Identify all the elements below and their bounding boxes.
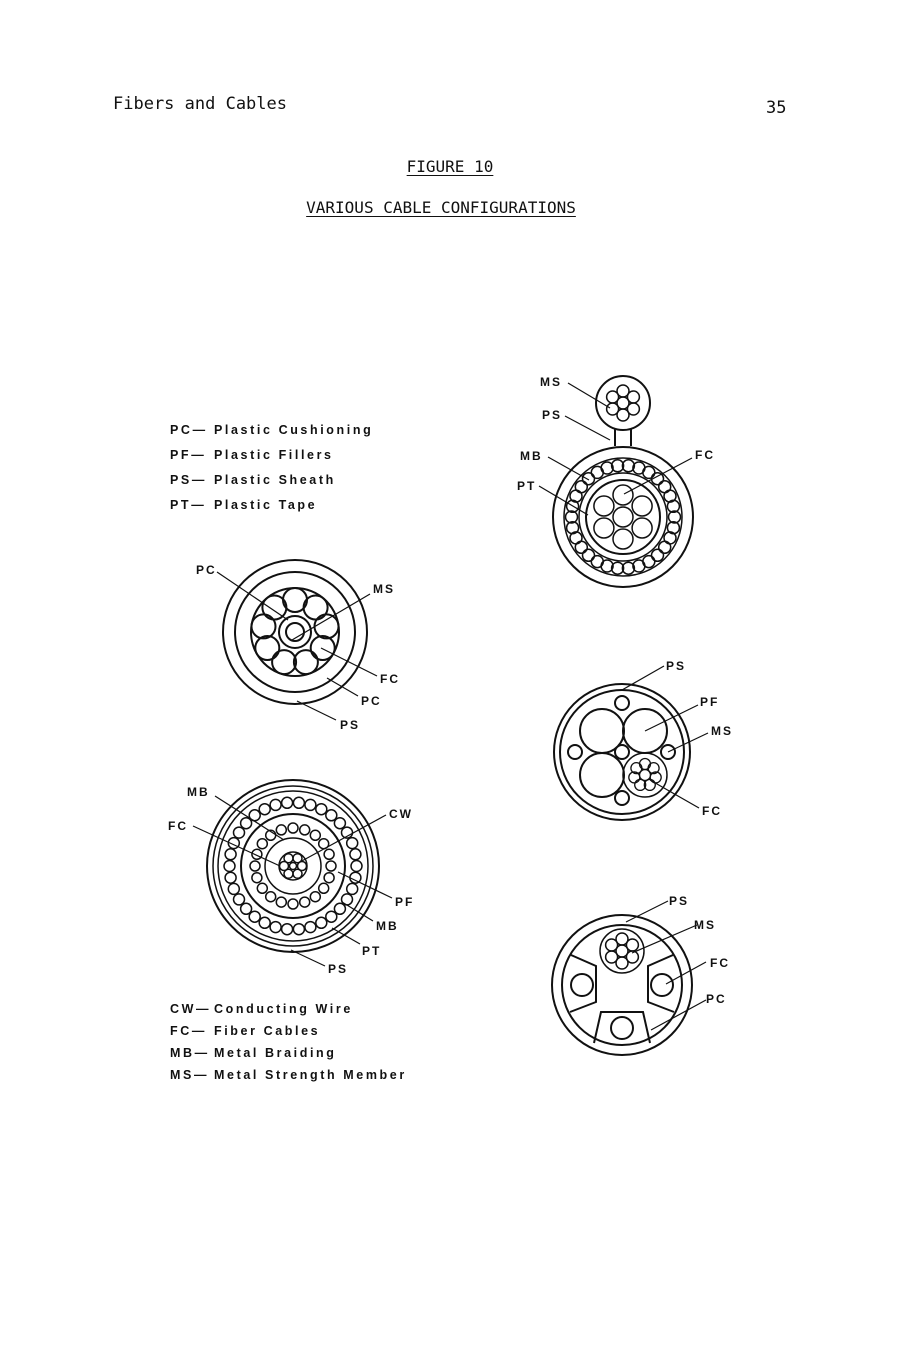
label-ps: PS [666,659,687,673]
leader-line [666,962,706,984]
cable-diagram-5 [552,894,730,1055]
label-pc: PC [361,694,382,708]
label-cw: CW [389,807,413,821]
fiber-cable [324,849,334,859]
braid-strand [225,872,236,883]
leader-line [645,705,698,731]
leader-line [297,701,336,720]
fiber-cable [611,1017,633,1039]
legend-code: FC— [170,1024,207,1038]
fiber-cable [255,636,279,660]
fiber-cable [310,892,320,902]
fiber-cable [613,485,633,505]
braid-strand [234,894,245,905]
strength-member-sheath [596,376,650,430]
label-pt: PT [517,479,537,493]
tape-ring [586,480,660,554]
fiber-cable [266,892,276,902]
braid-inner-ring [579,473,667,561]
fiber-cables [629,759,661,791]
fiber-cable [640,759,651,770]
braid-strand [350,849,361,860]
fiber-cables [594,485,652,549]
braid-strand [351,861,362,872]
label-pf: PF [395,895,415,909]
braid-strand [347,838,358,849]
fiber-cable [294,650,318,674]
braid-strand [350,872,361,883]
figure-title-text: VARIOUS CABLE CONFIGURATIONS [306,198,576,217]
metal-braiding [224,797,362,934]
cable-diagram-2 [168,780,414,976]
legend-code: MS— [170,1068,210,1082]
braid-strand [259,917,270,928]
small-filler [615,696,629,710]
braid-strand [583,549,595,561]
figure-number-text: FIGURE 10 [406,157,494,176]
label-ps: PS [669,894,690,908]
legend-text: Conducting Wire [214,1002,353,1016]
braid-strand [234,827,245,838]
label-mb: MB [187,785,210,799]
fiber-cable [326,861,336,871]
leader-line [565,416,610,440]
label-fc: FC [695,448,715,462]
fiber-cable [304,596,328,620]
outer-sheath-ring [223,560,367,704]
legend-code: PT— [170,498,207,512]
braid-strand [591,556,603,568]
small-filler [615,791,629,805]
label-ps: PS [542,408,563,422]
braid-strand [293,797,304,808]
label-ms: MS [711,724,733,738]
fiber-cables [250,823,336,909]
braid-strand [583,473,595,485]
leader-line [291,950,325,966]
conducting-wire [293,869,302,878]
label-fc: FC [702,804,722,818]
conducting-wire [284,854,293,863]
label-ms: MS [540,375,562,389]
fiber-cable [632,496,652,516]
fiber-cable [594,518,614,538]
plastic-filler [580,753,624,797]
cable-diagram-3 [517,375,715,587]
fiber-cable [311,636,335,660]
label-pc: PC [706,992,727,1006]
cable-diagram-4 [554,659,733,820]
braid-strand [347,883,358,894]
braid-strand [224,861,235,872]
fiber-cable [276,897,286,907]
small-filler [615,745,629,759]
fiber-cable [571,974,593,996]
cable-diagram-1 [196,560,400,732]
fiber-cable [252,873,262,883]
inner-sheath-ring [562,925,682,1045]
conducting-wires [280,854,307,879]
fiber-cable [288,899,298,909]
metal-strength-member [607,385,640,421]
legend-code: PC— [170,423,208,437]
legend-text: Plastic Cushioning [214,423,374,437]
legend-text: Metal Strength Member [214,1068,407,1082]
fiber-cable [257,839,267,849]
label-ps: PS [340,718,361,732]
braid-strand [228,883,239,894]
outer-sheath-ring [207,780,379,952]
braid-strand [259,804,270,815]
braid-strand [225,849,236,860]
braid-strand [293,924,304,935]
page-number: 35 [766,98,787,118]
leader-line [568,383,610,408]
legend-text: Plastic Sheath [214,473,336,487]
conducting-wire [290,863,297,870]
legend-code: MB— [170,1046,210,1060]
fiber-cable [252,614,276,638]
braid-strand [270,799,281,810]
fiber-cable [250,861,260,871]
braid-strand [305,799,316,810]
label-mb: MB [520,449,543,463]
braid-strand [316,804,327,815]
strength-strand [617,397,629,409]
legend-code: PF— [170,448,207,462]
fiber-cable [651,974,673,996]
fiber-cable [613,529,633,549]
sheath-web [615,429,631,446]
label-pf: PF [700,695,720,709]
fiber-cable [272,650,296,674]
label-ms: MS [373,582,395,596]
small-filler [568,745,582,759]
braid-strand [659,541,671,553]
legend-text: Plastic Tape [214,498,318,512]
braid-strand [282,797,293,808]
running-head: Fibers and Cables [113,94,287,114]
label-fc: FC [710,956,730,970]
fiber-cable [315,614,339,638]
fiber-cable [324,873,334,883]
fiber-cable [300,897,310,907]
fiber-cable [640,770,651,781]
fiber-cable [319,883,329,893]
label-fc: FC [380,672,400,686]
braid-strand [241,903,252,914]
fiber-cable [257,883,267,893]
label-ps: PS [328,962,349,976]
leader-line [332,928,360,944]
label-fc: FC [168,819,188,833]
label-pc: PC [196,563,217,577]
braid-strand [334,818,345,829]
braid-strand [575,481,587,493]
leader-line [292,594,370,640]
label-ms: MS [694,918,716,932]
braid-strand [316,917,327,928]
strength-strand [616,945,628,957]
braid-inner-ring [241,814,345,918]
fiber-cable [276,825,286,835]
filler-ring [265,838,321,894]
legend-text: Fiber Cables [214,1024,321,1038]
fiber-cables [252,588,339,674]
braid-strand [282,924,293,935]
leader-line [321,648,377,676]
legend-text: Plastic Fillers [214,448,334,462]
braid-strand [270,922,281,933]
fiber-cable [594,496,614,516]
fiber-cable [300,825,310,835]
braid-strand [643,466,655,478]
outer-sheath-ring [554,684,690,820]
braid-strand [652,549,664,561]
braid-strand [305,922,316,933]
metal-strength-member [606,933,639,969]
fiber-cable [613,507,633,527]
label-pt: PT [362,944,382,958]
label-mb: MB [376,919,399,933]
fiber-cable [288,823,298,833]
legend-text: Metal Braiding [214,1046,337,1060]
fiber-cable [310,830,320,840]
legend-code: CW— [170,1002,212,1016]
legend-code: PS— [170,473,207,487]
braid-strand [326,911,337,922]
fiber-cable [632,518,652,538]
inner-sheath-ring [560,690,684,814]
